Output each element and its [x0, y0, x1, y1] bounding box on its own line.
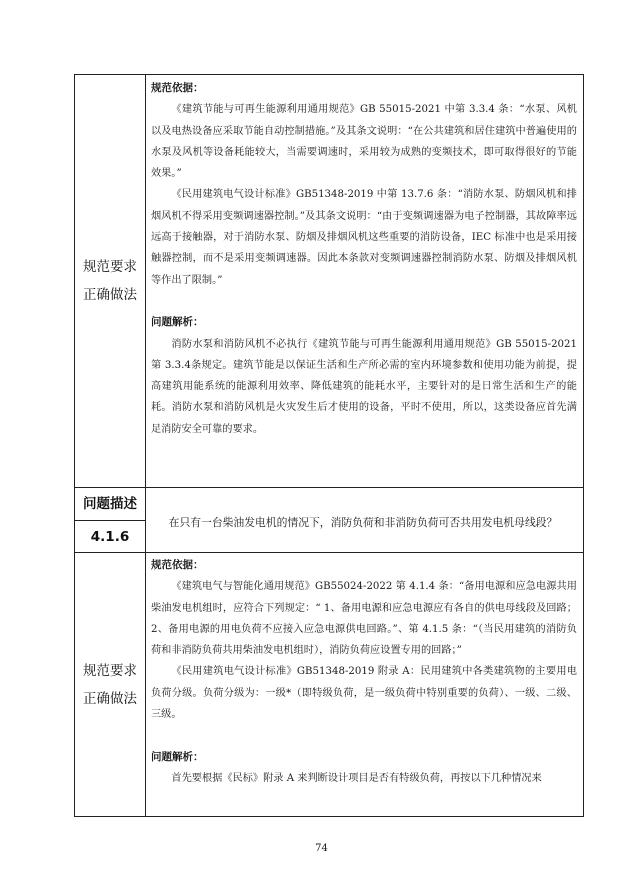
row-label-spec-requirement-2	[75, 552, 145, 818]
analysis-paragraph-1: 首先要根据《民标》附录 A 来判断设计项目是否有特级负荷，再按以下几种情况来	[171, 772, 542, 784]
section1-content	[151, 78, 577, 440]
basis-paragraph-2: 《民用建筑电气设计标准》GB51348-2019 中第 13.7.6 条：“消防水泵、防烟风机和排烟风机不得采用变频调速器控制。”及其条文说明：“由于变频调速器为电子控制器，其故障率远远高于接触器，对于消防水泵、防烟及排烟风机这些重要的消防设备，IEC 标准中也是采用接触器控制，而不是采用变频调速器。因此本条款对变频调速器控制消防水泵、防烟及排烟风机等作出了限制。”	[151, 189, 577, 286]
label-line-1: 规范要求	[83, 663, 137, 679]
row-divider	[75, 552, 583, 553]
label-line-2: 正确做法	[83, 691, 137, 707]
column-divider	[145, 75, 146, 816]
basis-heading: 规范依据：	[151, 82, 204, 94]
section2-content	[151, 555, 577, 789]
basis-heading: 规范依据：	[151, 559, 204, 571]
analysis-paragraph-1: 消防水泵和消防风机不必执行《建筑节能与可再生能源利用通用规范》GB 55015-2021 第 3.3.4条规定。建筑节能是以保证生活和生产所必需的室内环境参数和使用功能为前提，提高建筑用能系统的能源利用效率、降低建筑的能耗水平，主要针对的是日常生活和生产的能耗。消防水泵和消防风机是火灾发生后才使用的设备，平时不使用，所以，这类设备应首先满足消防安全可靠的要求。	[151, 338, 577, 435]
problem-number: 4.1.6	[90, 528, 130, 545]
page-number: 74	[315, 843, 328, 854]
label-line-2: 正确做法	[83, 287, 137, 303]
row-divider	[75, 487, 583, 488]
problem-label: 问题描述	[83, 495, 137, 512]
label-line-1: 规范要求	[83, 259, 137, 275]
spec-table	[74, 74, 584, 817]
basis-paragraph-2: 《民用建筑电气设计标准》GB51348-2019 附录 A：民用建筑中各类建筑物的主要用电负荷分级。负荷分级为：一级*（即特级负荷，是一级负荷中特别重要的负荷）、一级、二级、三级。	[151, 666, 577, 721]
basis-paragraph-1: 《建筑电气与智能化通用规范》GB55024-2022 第 4.1.4 条：“备用电源和应急电源共用柴油发电机组时，应符合下列规定：“ 1、备用电源和应急电源应有各自的供电母线段及回路；2、备用电源的用电负荷不应接入应急电源供电回路。”、第 4.1.5 条：“（当民用建筑的消防负荷和非消防负荷共用柴油发电机组时），消防负荷应设置专用的回路；”	[151, 581, 577, 657]
row-label-spec-requirement-1	[75, 75, 145, 487]
problem-question: 在只有一台柴油发电机的情况下，消防负荷和非消防负荷可否共用发电机母线段？	[168, 516, 558, 529]
analysis-heading: 问题解析：	[151, 316, 204, 329]
analysis-heading: 问题解析：	[151, 750, 204, 763]
basis-paragraph-1: 《建筑节能与可再生能源利用通用规范》GB 55015-2021 中第 3.3.4 条：“水泵、风机以及电热设备应采取节能自动控制措施。”及其条文说明：“在公共建筑和居住建筑中普遍使用的水泵及风机等设备耗能较大，当需要调速时，采用较为成熟的变频技术，即可取得很好的节能效果。”	[151, 104, 577, 180]
